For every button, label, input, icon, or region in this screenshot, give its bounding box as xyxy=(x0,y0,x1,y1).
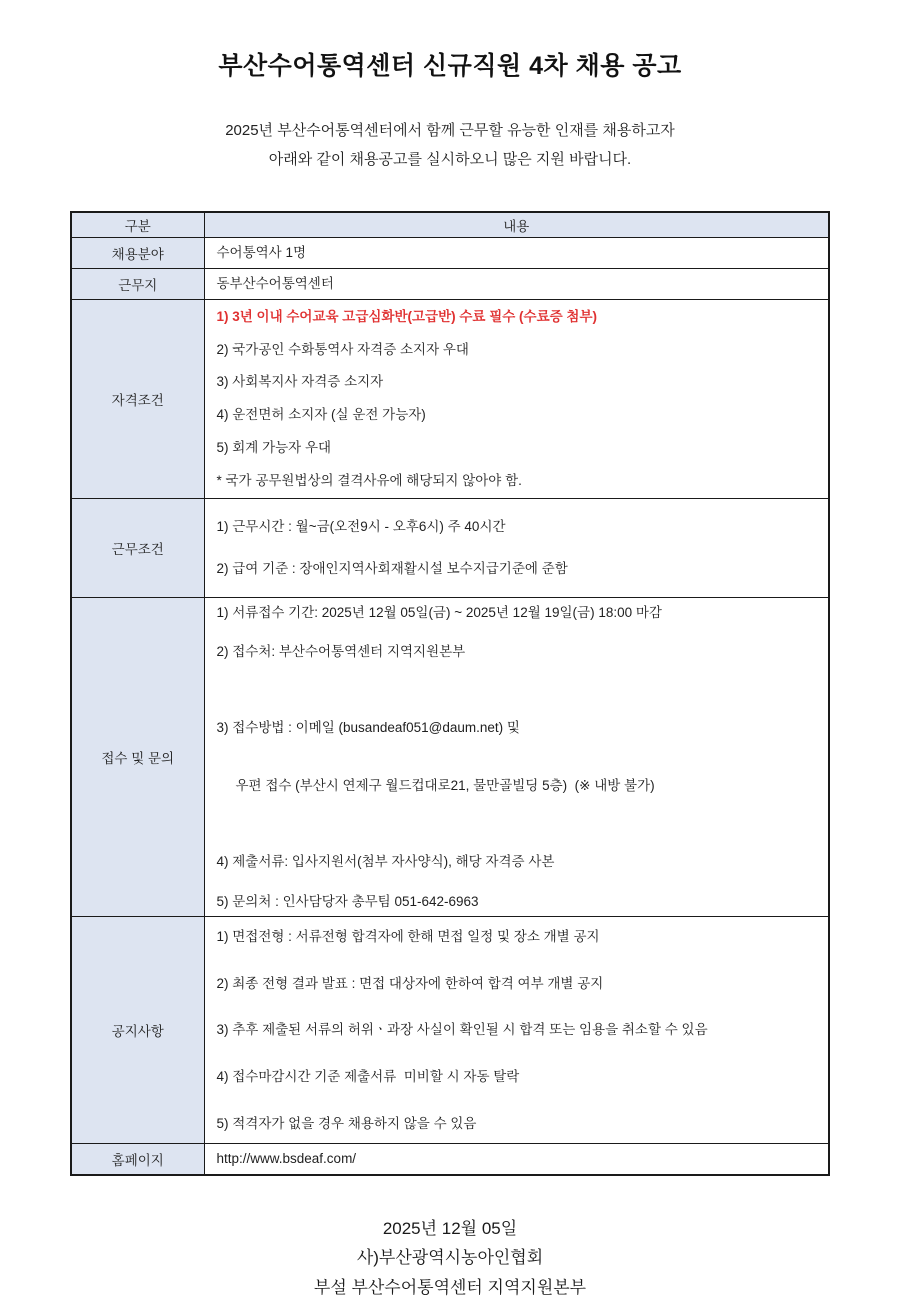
content-line: 2) 급여 기준 : 장애인지역사회재활시설 보수지급기준에 준함 xyxy=(216,560,568,576)
row-label: 근무지 xyxy=(71,268,204,299)
row-label: 근무조건 xyxy=(71,498,204,597)
content-line: 수어통역사 1명 xyxy=(216,245,307,260)
homepage-url: http://www.bsdeaf.com/ xyxy=(216,1151,357,1167)
row-label: 공지사항 xyxy=(71,917,204,1144)
row-label: 채용분야 xyxy=(71,238,204,269)
intro-line-1: 2025년 부산수어통역센터에서 함께 근무할 유능한 인재를 채용하고자 xyxy=(225,122,675,139)
document-footer xyxy=(70,1214,830,1302)
col-header-category: 구분 xyxy=(71,212,204,238)
row-qualifications xyxy=(71,299,829,498)
row-label: 홈페이지 xyxy=(71,1144,204,1175)
row-notices xyxy=(71,917,829,1144)
table-header-row xyxy=(71,212,829,238)
intro-line-2: 아래와 같이 채용공고를 실시하오니 많은 지원 바랍니다. xyxy=(268,151,632,169)
content-line: 2) 국가공인 수화통역사 자격증 소지자 우대 xyxy=(216,341,469,357)
content-line: 1) 서류접수 기간: 2025년 12월 05일(금) ~ 2025년 12월 19일(금) 18:00 마감 xyxy=(216,604,662,620)
row-recruit-field xyxy=(71,238,829,269)
row-work-conditions xyxy=(71,498,829,597)
content-line: 2) 접수처: 부산수어통역센터 지역지원본부 xyxy=(216,644,466,660)
footer-org-1: 사)부산광역시농아인협회 xyxy=(356,1248,544,1268)
content-line-wrap: 우편 접수 (부산시 연제구 월드컵대로21, 물만골빌딩 5층) (※ 내방 불가) xyxy=(235,778,655,794)
intro-paragraph xyxy=(70,116,830,175)
footer-org-2: 부설 부산수어통역센터 지역지원본부 xyxy=(313,1277,587,1297)
content-line: 1) 면접전형 : 서류전형 합격자에 한해 면접 일정 및 장소 개별 공지 xyxy=(216,928,600,944)
content-line: 5) 회계 가능자 우대 xyxy=(216,439,332,455)
footer-date: 2025년 12월 05일 xyxy=(382,1219,518,1239)
content-line: 2) 최종 전형 결과 발표 : 면접 대상자에 한하여 합격 여부 개별 공지 xyxy=(216,975,604,991)
content-line: 4) 접수마감시간 기준 제출서류 미비할 시 자동 탈락 xyxy=(216,1069,520,1085)
col-header-content: 내용 xyxy=(204,212,829,238)
content-line: 5) 적격자가 없을 경우 채용하지 않을 수 있음 xyxy=(216,1116,477,1132)
row-application-contact xyxy=(71,597,829,917)
content-line: 3) 추후 제출된 서류의 허위ㆍ과장 사실이 확인될 시 합격 또는 임용을 취소할 수 있음 xyxy=(216,1022,708,1038)
row-label: 접수 및 문의 xyxy=(71,597,204,917)
content-line: 3) 사회복지사 자격증 소지자 xyxy=(216,374,384,390)
row-label: 자격조건 xyxy=(71,299,204,498)
content-line: * 국가 공무원법상의 결격사유에 해당되지 않아야 함. xyxy=(216,472,522,488)
content-line: 1) 근무시간 : 월~금(오전9시 - 오후6시) 주 40시간 xyxy=(216,518,506,534)
job-posting-table xyxy=(70,211,830,1177)
content-line: 4) 제출서류: 입사지원서(첨부 자사양식), 해당 자격증 사본 xyxy=(216,853,555,869)
content-line: 동부산수어통역센터 xyxy=(216,275,334,291)
content-line xyxy=(217,683,817,831)
content-line: 4) 운전면허 소지자 (실 운전 가능자) xyxy=(216,407,426,423)
content-line: 5) 문의처 : 인사담당자 총무팀 051-642-6963 xyxy=(216,893,479,909)
row-workplace xyxy=(71,268,829,299)
content-line-emphasis: 1) 3년 이내 수어교육 고급심화반(고급반) 수료 필수 (수료증 첨부) xyxy=(216,308,597,324)
page-title: 부산수어통역센터 신규직원 4차 채용 공고 xyxy=(218,52,682,80)
content-line-main: 3) 접수방법 : 이메일 (busandeaf051@daum.net) 및 xyxy=(216,719,520,735)
row-homepage xyxy=(71,1144,829,1175)
